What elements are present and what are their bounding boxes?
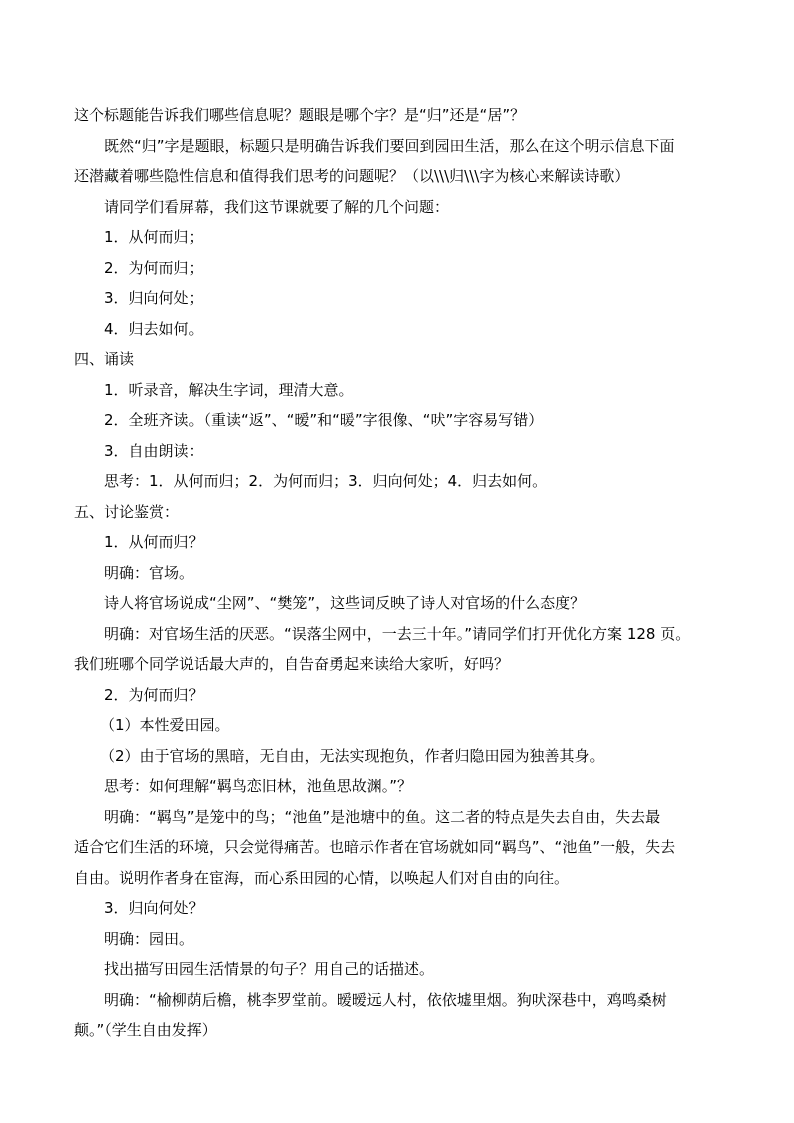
list-item: 2．为何而归？ — [104, 685, 204, 704]
list-item: 4．归去如何。 — [104, 319, 204, 338]
list-item: 3．自由朗读： — [104, 441, 204, 460]
list-item: 2．全班齐读。（重读“返”、“暧”和“暖”字很像、“吠”字容易写错） — [104, 411, 544, 429]
sub-list-item: （2）由于官场的黑暗，无自由，无法实现抱负，作者归隐田园为独善其身。 — [100, 746, 605, 765]
text-line: 思考：1．从何而归；2．为何而归；3．归向何处；4．归去如何。 — [104, 472, 548, 490]
text-line: 自由。说明作者身在宦海，而心系田园的心情，以唤起人们对自由的向往。 — [74, 868, 570, 887]
sub-list-item: （1）本性爱田园。 — [100, 716, 230, 734]
text-line: 颠。”（学生自由发挥） — [74, 1021, 217, 1039]
text-line: 这个标题能告诉我们哪些信息呢？题眼是哪个字？是“归”还是“居”？ — [74, 106, 526, 124]
section-heading-recite: 四、诵读 — [74, 350, 135, 368]
text-line: 明确：官场。 — [104, 563, 195, 582]
text-line: 明确：对官场生活的厌恶。“误落尘网中，一去三十年。”请同学们打开优化方案 128 页。 — [104, 624, 691, 643]
text-line: 还潜藏着哪些隐性信息和值得我们思考的问题呢？（以\\\归\\\字为核心来解读诗歌） — [74, 167, 630, 185]
text-line: 明确：“羁鸟”是笼中的鸟；“池鱼”是池塘中的鱼。这二者的特点是失去自由，失去最 — [104, 807, 661, 826]
text-line: 思考：如何理解“羁鸟恋旧林，池鱼思故渊。”？ — [104, 777, 413, 795]
text-line: 我们班哪个同学说话最大声的，自告奋勇起来读给大家听，好吗？ — [74, 655, 510, 673]
text-line: 适合它们生活的环境，只会觉得痛苦。也暗示作者在官场就如同“羁鸟”、“池鱼”一般，失去 — [74, 838, 676, 856]
text-line: 明确：“榆柳荫后檐，桃李罗堂前。暧暧远人村，依依墟里烟。狗吠深巷中，鸡鸣桑树 — [104, 990, 667, 1009]
text-line: 找出描写田园生活情景的句子？用自己的话描述。 — [104, 960, 435, 978]
list-item: 3．归向何处； — [104, 289, 204, 307]
list-item: 1．从何而归； — [104, 228, 204, 246]
list-item: 1．从何而归？ — [104, 533, 204, 551]
section-heading-discussion: 五、讨论鉴赏： — [74, 502, 180, 521]
text-line: 既然“归”字是题眼，标题只是明确告诉我们要回到园田生活，那么在这个明示信息下面 — [104, 136, 675, 155]
text-line: 诗人将官场说成“尘网”、“樊笼”，这些词反映了诗人对官场的什么态度？ — [104, 594, 586, 612]
list-item: 1．听录音，解决生字词，理清大意。 — [104, 380, 354, 399]
list-item: 2．为何而归； — [104, 258, 204, 277]
text-line: 明确：园田。 — [104, 929, 195, 948]
list-item: 3．归向何处？ — [104, 899, 204, 917]
text-line: 请同学们看屏幕，我们这节课就要了解的几个问题： — [104, 197, 450, 216]
document-body — [74, 100, 724, 1046]
